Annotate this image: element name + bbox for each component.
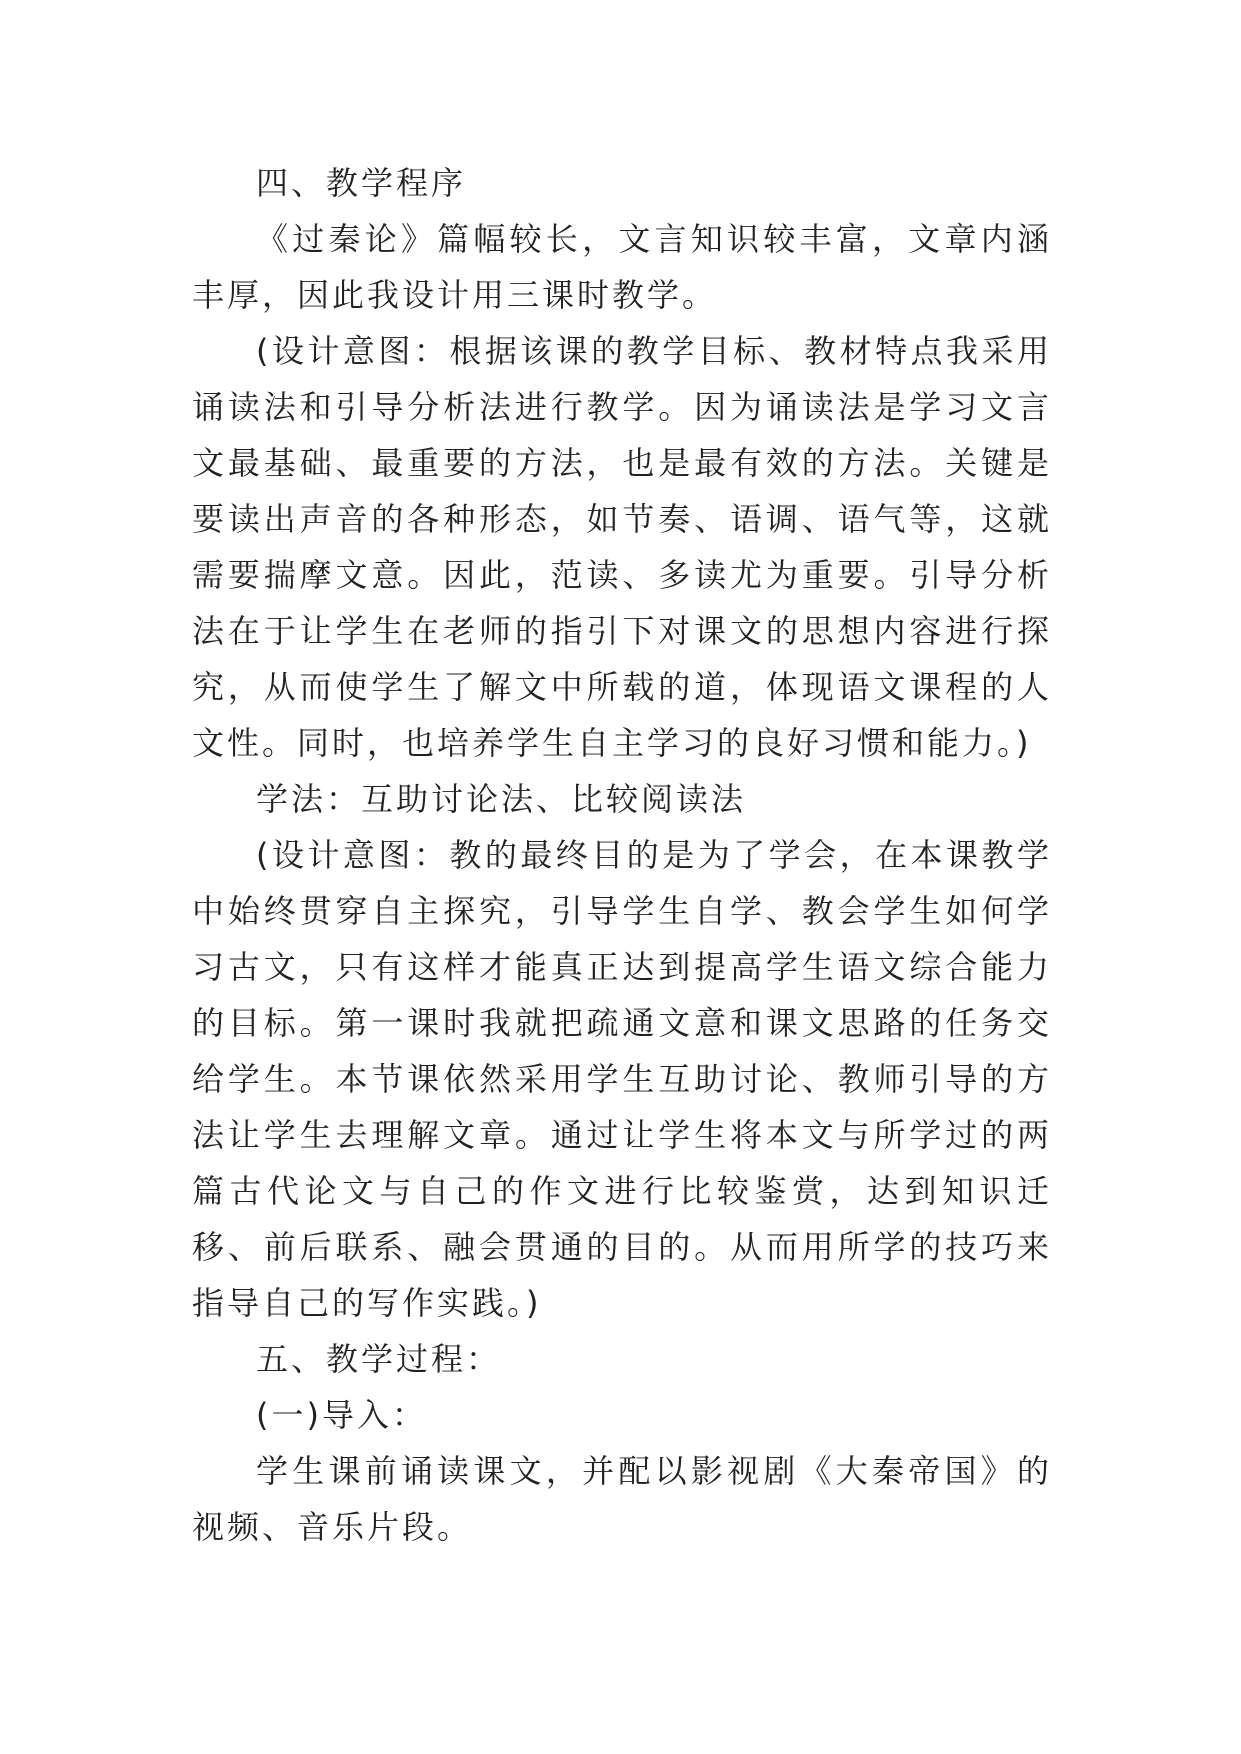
document-body (192, 155, 1052, 1555)
paragraph-design-intent-study: (设计意图：教的最终目的是为了学会，在本课教学中始终贯穿自主探究，引导学生自学、教会学生如何学习古文，只有这样才能真正达到提高学生语文综合能力的目标。第一课时我就把疏通文意和课文思路的任务交给学生。本节课依然采用学生互助讨论、教师引导的方法让学生去理解文章。通过让学生将本文与所学过的两篇古代论文与自己的作文进行比较鉴赏，达到知识迁移、前后联系、融会贯通的目的。从而用所学的技巧来指导自己的写作实践。) (192, 836, 1052, 1322)
paragraph-design-intent-method: (设计意图：根据该课的教学目标、教材特点我采用诵读法和引导分析法进行教学。因为诵读法是学习文言文最基础、最重要的方法，也是最有效的方法。关键是要读出声音的各种形态，如节奏、语调、语气等，这就需要揣摩文意。因此，范读、多读尤为重要。引导分析法在于让学生在老师的指引下对课文的思想内容进行探究，从而使学生了解文中所载的道，体现语文课程的人文性。同时，也培养学生自主学习的良好习惯和能力。) (192, 332, 1052, 762)
heading-teaching-procedure: 四、教学程序 (256, 164, 467, 202)
paragraph-introduction-activity: 学生课前诵读课文，并配以影视剧《大秦帝国》的视频、音乐片段。 (192, 1452, 1052, 1546)
heading-teaching-process: 五、教学过程： (256, 1340, 502, 1378)
paragraph-study-method: 学法：互助讨论法、比较阅读法 (256, 780, 747, 818)
paragraph-lesson-overview: 《过秦论》篇幅较长，文言知识较丰富，文章内涵丰厚，因此我设计用三课时教学。 (192, 220, 1052, 314)
subheading-introduction: (一)导入： (256, 1396, 427, 1434)
